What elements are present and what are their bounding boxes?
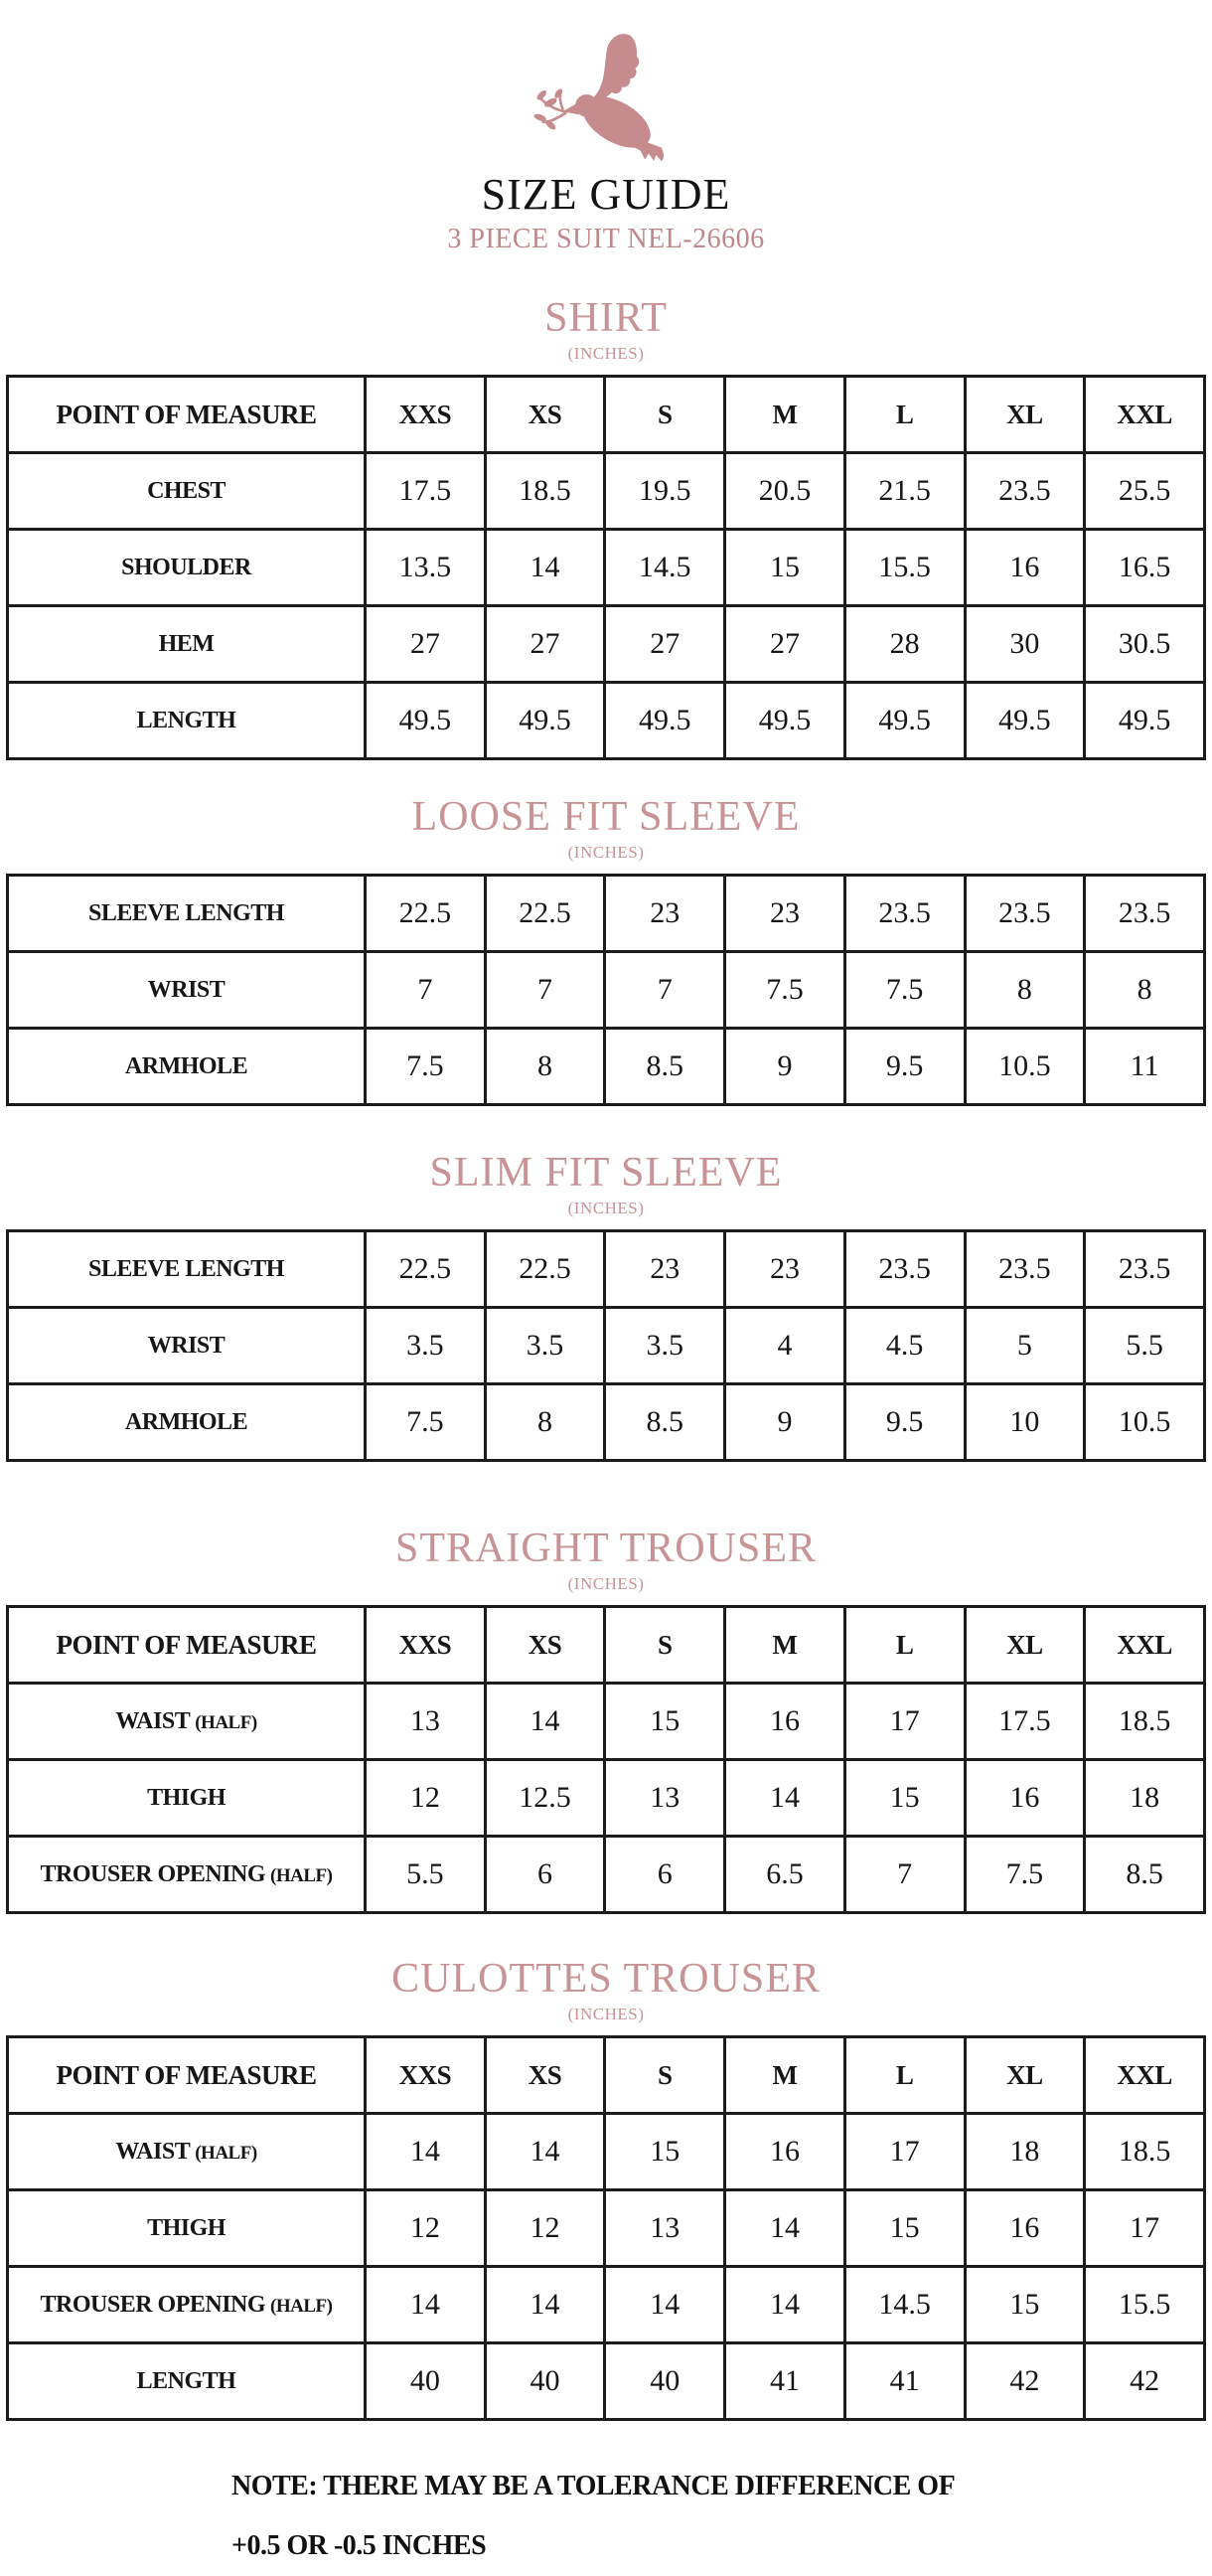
measure-label: ARMHOLE — [124, 1408, 248, 1435]
point-of-measure-header: POINT OF MEASURE — [8, 377, 366, 453]
size-table-straight-trouser — [6, 1605, 1206, 1914]
measure-value-cell: 8.5 — [605, 1384, 725, 1461]
measure-value-cell: 16 — [725, 2114, 845, 2190]
table-row — [8, 2114, 1205, 2190]
measure-value-cell: 16 — [965, 1760, 1085, 1837]
measure-value-cell: 23 — [605, 1231, 725, 1308]
measure-label-cell — [8, 1029, 366, 1105]
size-sections — [0, 297, 1212, 2421]
section-unit-label: (INCHES) — [567, 2005, 645, 2023]
measure-value-cell: 42 — [1085, 2343, 1205, 2420]
section-title: STRAIGHT TROUSER — [394, 1526, 817, 1571]
table-row — [8, 1384, 1205, 1461]
measure-value-cell: 3.5 — [366, 1308, 486, 1384]
measure-value-cell: 7 — [605, 952, 725, 1029]
size-column-header: XXL — [1085, 2037, 1205, 2114]
measure-value-cell: 17 — [844, 1684, 965, 1760]
measure-label-cell — [8, 1384, 366, 1461]
measure-value-cell: 23.5 — [965, 453, 1085, 530]
measure-label-cell — [8, 530, 366, 606]
measure-value-cell: 7 — [366, 952, 486, 1029]
measure-label: SLEEVE LENGTH — [88, 899, 284, 926]
measure-value-cell: 17 — [1085, 2190, 1205, 2267]
measure-value-cell: 7.5 — [844, 952, 965, 1029]
measure-value-cell: 10 — [965, 1384, 1085, 1461]
measure-value-cell: 9.5 — [844, 1384, 965, 1461]
measure-value-cell: 18 — [1085, 1760, 1205, 1837]
measure-value-cell: 4.5 — [844, 1308, 965, 1384]
measure-value-cell: 49.5 — [485, 683, 605, 759]
measure-value-cell: 5.5 — [366, 1837, 486, 1913]
measure-value-cell: 11 — [1085, 1029, 1205, 1105]
size-column-header: M — [725, 377, 845, 453]
measure-value-cell: 15 — [605, 2114, 725, 2190]
measure-value-cell: 23.5 — [844, 1231, 965, 1308]
measure-value-cell: 6 — [605, 1837, 725, 1913]
measure-label-cell — [8, 1308, 366, 1384]
measure-value-cell: 13 — [605, 2190, 725, 2267]
measure-value-cell: 12 — [366, 1760, 486, 1837]
measure-value-cell: 14 — [605, 2267, 725, 2343]
measure-value-cell: 5 — [965, 1308, 1085, 1384]
dove-with-olive-branch-icon — [522, 34, 690, 161]
size-column-header: XXL — [1085, 1607, 1205, 1684]
table-row — [8, 1684, 1205, 1760]
section-title: CULOTTES TROUSER — [391, 1956, 821, 2002]
size-column-header: L — [844, 2037, 965, 2114]
measure-value-cell: 21.5 — [844, 453, 965, 530]
measure-value-cell: 4 — [725, 1308, 845, 1384]
measure-value-cell: 12 — [485, 2190, 605, 2267]
measure-label-cell — [8, 2343, 366, 2420]
table-row — [8, 1029, 1205, 1105]
measure-value-cell: 9 — [725, 1029, 845, 1105]
measure-label: WAIST — [115, 2138, 191, 2165]
measure-value-cell: 16 — [725, 1684, 845, 1760]
size-column-header: XXS — [366, 377, 486, 453]
section-unit-label: (INCHES) — [567, 1574, 645, 1593]
measure-value-cell: 17.5 — [965, 1684, 1085, 1760]
table-row — [8, 1231, 1205, 1308]
measure-label-cell — [8, 952, 366, 1029]
section-straight-trouser — [0, 1528, 1212, 1914]
measure-value-cell: 49.5 — [605, 683, 725, 759]
point-of-measure-header: POINT OF MEASURE — [8, 2037, 366, 2114]
measure-value-cell: 40 — [605, 2343, 725, 2420]
size-column-header: L — [844, 1607, 965, 1684]
measure-value-cell: 18 — [965, 2114, 1085, 2190]
measure-value-cell: 14 — [485, 2267, 605, 2343]
measure-value-cell: 15 — [844, 2190, 965, 2267]
section-title: SLIM FIT SLEEVE — [429, 1150, 783, 1196]
measure-label-cell — [8, 683, 366, 759]
measure-label-suffix: (HALF) — [195, 1711, 257, 1733]
measure-value-cell: 7.5 — [366, 1029, 486, 1105]
measure-value-cell: 16.5 — [1085, 530, 1205, 606]
measure-value-cell: 12.5 — [485, 1760, 605, 1837]
measure-value-cell: 14 — [485, 2114, 605, 2190]
measure-label-cell — [8, 2190, 366, 2267]
measure-value-cell: 27 — [605, 606, 725, 683]
measure-value-cell: 14.5 — [605, 530, 725, 606]
measure-value-cell: 23 — [725, 876, 845, 952]
measure-value-cell: 14 — [725, 2190, 845, 2267]
size-table-loose-fit-sleeve — [6, 874, 1206, 1106]
table-row — [8, 952, 1205, 1029]
table-row — [8, 606, 1205, 683]
measure-label: HEM — [158, 630, 215, 657]
measure-value-cell: 3.5 — [605, 1308, 725, 1384]
measure-label-suffix: (HALF) — [270, 2295, 333, 2317]
table-row — [8, 683, 1205, 759]
measure-value-cell: 42 — [965, 2343, 1085, 2420]
size-column-header: S — [605, 377, 725, 453]
measure-value-cell: 28 — [844, 606, 965, 683]
section-title: SHIRT — [544, 295, 668, 341]
size-column-header: XS — [485, 1607, 605, 1684]
measure-label-suffix: (HALF) — [270, 1864, 333, 1886]
measure-value-cell: 40 — [485, 2343, 605, 2420]
table-header-row — [8, 377, 1205, 453]
measure-value-cell: 40 — [366, 2343, 486, 2420]
measure-value-cell: 14 — [725, 1760, 845, 1837]
measure-label-cell — [8, 1837, 366, 1913]
measure-label-cell — [8, 606, 366, 683]
measure-label: ARMHOLE — [124, 1052, 248, 1079]
measure-value-cell: 22.5 — [366, 1231, 486, 1308]
table-header-row — [8, 2037, 1205, 2114]
measure-value-cell: 14.5 — [844, 2267, 965, 2343]
table-row — [8, 876, 1205, 952]
tolerance-note-line2: +0.5 OR -0.5 INCHES — [231, 2530, 487, 2562]
size-table-culottes-trouser — [6, 2035, 1206, 2421]
measure-value-cell: 13 — [366, 1684, 486, 1760]
table-row — [8, 1760, 1205, 1837]
measure-label: LENGTH — [136, 2367, 236, 2394]
measure-value-cell: 12 — [366, 2190, 486, 2267]
size-column-header: M — [725, 1607, 845, 1684]
measure-value-cell: 6.5 — [725, 1837, 845, 1913]
measure-value-cell: 13.5 — [366, 530, 486, 606]
measure-value-cell: 10.5 — [1085, 1384, 1205, 1461]
section-unit-label: (INCHES) — [567, 344, 645, 363]
table-row — [8, 1837, 1205, 1913]
size-column-header: S — [605, 1607, 725, 1684]
measure-value-cell: 18.5 — [1085, 2114, 1205, 2190]
measure-value-cell: 19.5 — [605, 453, 725, 530]
measure-value-cell: 8 — [1085, 952, 1205, 1029]
measure-value-cell: 16 — [965, 2190, 1085, 2267]
section-title: LOOSE FIT SLEEVE — [411, 794, 801, 840]
size-column-header: S — [605, 2037, 725, 2114]
size-column-header: XL — [965, 1607, 1085, 1684]
measure-value-cell: 18.5 — [1085, 1684, 1205, 1760]
section-unit-label: (INCHES) — [567, 1199, 645, 1217]
measure-value-cell: 27 — [485, 606, 605, 683]
measure-value-cell: 23 — [725, 1231, 845, 1308]
measure-label: THIGH — [147, 1784, 226, 1811]
measure-label: CHEST — [147, 477, 226, 504]
measure-label-cell — [8, 1760, 366, 1837]
size-column-header: XXS — [366, 1607, 486, 1684]
measure-label: WAIST — [115, 1707, 191, 1734]
measure-value-cell: 8 — [965, 952, 1085, 1029]
measure-value-cell: 23 — [605, 876, 725, 952]
measure-value-cell: 15.5 — [1085, 2267, 1205, 2343]
brand-logo — [522, 34, 690, 161]
measure-value-cell: 14 — [366, 2267, 486, 2343]
measure-value-cell: 25.5 — [1085, 453, 1205, 530]
size-column-header: XS — [485, 377, 605, 453]
size-column-header: M — [725, 2037, 845, 2114]
measure-value-cell: 16 — [965, 530, 1085, 606]
product-code-subtitle: 3 PIECE SUIT NEL-26606 — [447, 224, 765, 254]
measure-value-cell: 8.5 — [1085, 1837, 1205, 1913]
measure-label: SLEEVE LENGTH — [88, 1255, 284, 1282]
measure-value-cell: 13 — [605, 1760, 725, 1837]
size-column-header: XS — [485, 2037, 605, 2114]
size-column-header: XL — [965, 2037, 1085, 2114]
measure-value-cell: 23.5 — [1085, 876, 1205, 952]
table-row — [8, 1308, 1205, 1384]
table-header-row — [8, 1607, 1205, 1684]
measure-label: WRIST — [147, 1332, 226, 1359]
size-table-slim-fit-sleeve — [6, 1229, 1206, 1462]
measure-value-cell: 8.5 — [605, 1029, 725, 1105]
measure-label: SHOULDER — [121, 554, 251, 580]
table-row — [8, 453, 1205, 530]
tolerance-note — [231, 2457, 1152, 2576]
section-slim-fit-sleeve — [0, 1152, 1212, 1462]
page-title: SIZE GUIDE — [481, 170, 731, 219]
table-row — [8, 2267, 1205, 2343]
measure-value-cell: 8 — [485, 1384, 605, 1461]
section-unit-label: (INCHES) — [567, 843, 645, 862]
measure-value-cell: 7 — [485, 952, 605, 1029]
measure-value-cell: 7.5 — [725, 952, 845, 1029]
measure-value-cell: 15 — [844, 1760, 965, 1837]
measure-value-cell: 20.5 — [725, 453, 845, 530]
point-of-measure-header: POINT OF MEASURE — [8, 1607, 366, 1684]
measure-value-cell: 22.5 — [485, 876, 605, 952]
measure-value-cell: 14 — [485, 530, 605, 606]
table-row — [8, 2343, 1205, 2420]
size-column-header: XXS — [366, 2037, 486, 2114]
measure-value-cell: 3.5 — [485, 1308, 605, 1384]
measure-value-cell: 15 — [965, 2267, 1085, 2343]
measure-value-cell: 14 — [485, 1684, 605, 1760]
measure-label-cell — [8, 1231, 366, 1308]
measure-value-cell: 30.5 — [1085, 606, 1205, 683]
size-table-shirt — [6, 375, 1206, 760]
section-culottes-trouser — [0, 1958, 1212, 2421]
measure-value-cell: 22.5 — [366, 876, 486, 952]
measure-value-cell: 14 — [725, 2267, 845, 2343]
measure-label: TROUSER OPENING — [40, 2291, 266, 2318]
measure-value-cell: 27 — [366, 606, 486, 683]
tolerance-note-line1: NOTE: THERE MAY BE A TOLERANCE DIFFERENCE OF — [231, 2471, 956, 2501]
measure-value-cell: 23.5 — [965, 1231, 1085, 1308]
measure-value-cell: 9 — [725, 1384, 845, 1461]
measure-label: LENGTH — [136, 707, 236, 733]
measure-value-cell: 14 — [366, 2114, 486, 2190]
measure-label: WRIST — [147, 976, 226, 1003]
measure-value-cell: 15 — [605, 1684, 725, 1760]
measure-value-cell: 5.5 — [1085, 1308, 1205, 1384]
measure-value-cell: 22.5 — [485, 1231, 605, 1308]
measure-value-cell: 15.5 — [844, 530, 965, 606]
measure-value-cell: 7 — [844, 1837, 965, 1913]
size-column-header: XXL — [1085, 377, 1205, 453]
measure-value-cell: 49.5 — [725, 683, 845, 759]
measure-value-cell: 49.5 — [366, 683, 486, 759]
measure-value-cell: 8 — [485, 1029, 605, 1105]
measure-value-cell: 17 — [844, 2114, 965, 2190]
measure-value-cell: 6 — [485, 1837, 605, 1913]
measure-value-cell: 49.5 — [1085, 683, 1205, 759]
measure-label-suffix: (HALF) — [195, 2142, 257, 2164]
table-row — [8, 2190, 1205, 2267]
measure-label-cell — [8, 1684, 366, 1760]
measure-value-cell: 41 — [725, 2343, 845, 2420]
measure-label-cell — [8, 2114, 366, 2190]
section-loose-fit-sleeve — [0, 796, 1212, 1106]
size-column-header: L — [844, 377, 965, 453]
measure-label-cell — [8, 2267, 366, 2343]
measure-label-cell — [8, 876, 366, 952]
measure-value-cell: 10.5 — [965, 1029, 1085, 1105]
measure-label: THIGH — [147, 2214, 226, 2241]
size-column-header: XL — [965, 377, 1085, 453]
measure-value-cell: 41 — [844, 2343, 965, 2420]
measure-value-cell: 49.5 — [844, 683, 965, 759]
measure-value-cell: 15 — [725, 530, 845, 606]
measure-value-cell: 23.5 — [844, 876, 965, 952]
measure-value-cell: 7.5 — [366, 1384, 486, 1461]
measure-label-cell — [8, 453, 366, 530]
measure-value-cell: 23.5 — [1085, 1231, 1205, 1308]
measure-value-cell: 23.5 — [965, 876, 1085, 952]
table-row — [8, 530, 1205, 606]
measure-value-cell: 17.5 — [366, 453, 486, 530]
measure-value-cell: 49.5 — [965, 683, 1085, 759]
measure-value-cell: 30 — [965, 606, 1085, 683]
measure-value-cell: 18.5 — [485, 453, 605, 530]
measure-value-cell: 9.5 — [844, 1029, 965, 1105]
measure-value-cell: 7.5 — [965, 1837, 1085, 1913]
measure-value-cell: 27 — [725, 606, 845, 683]
section-shirt — [0, 297, 1212, 760]
measure-label: TROUSER OPENING — [40, 1860, 266, 1887]
